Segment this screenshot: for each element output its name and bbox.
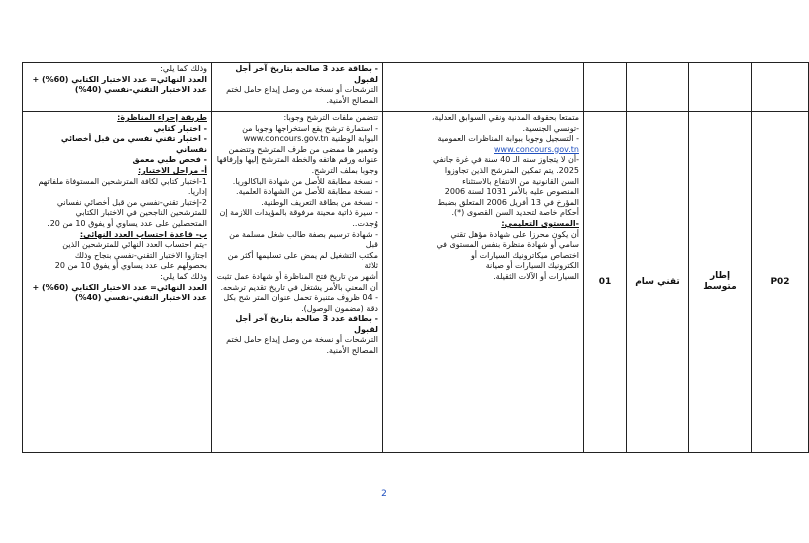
table-row xyxy=(23,112,809,453)
cell-procedure xyxy=(23,112,212,453)
cell-count xyxy=(584,63,627,112)
cond-line: المنصوص عليه بالأمر 1031 لسنة 2006 xyxy=(444,187,579,197)
doc-line: أشهر من تاريخ فتح المناظرة أو شهادة عمل تثبت xyxy=(216,271,378,281)
cond-line: متمتعا بحقوقه المدنية ونقي السوابق العدلية، xyxy=(431,113,579,122)
cond-line: 2025. يتم تمكين المترشح الذين تجاوزوا xyxy=(444,165,579,175)
proc-heading: أ- مراحل الاختبار: xyxy=(137,165,207,175)
doc-line: - استمارة ترشح يقع استخراجها وجوبا من xyxy=(242,123,378,133)
proc-line: إداريا. xyxy=(187,187,207,197)
cell-code: P02 xyxy=(752,112,809,453)
doc-line: - بطاقة عدد 3 صالحة بتاريخ آخر أجل لقبول xyxy=(235,314,378,334)
doc-line: الترشحات أو نسخة من وصل إيداع حامل لختم xyxy=(226,85,378,95)
doc-line: المصالح الأمنية. xyxy=(326,95,378,105)
doc-line: - نسخة مطابقة للأصل من شهادة الباكالوريا. xyxy=(232,176,378,186)
cell-rank xyxy=(627,63,689,112)
doc-line: المصالح الأمنية. xyxy=(326,346,378,356)
cond-line: - التسجيل وجوبا ببوابة المناظرات العمومية xyxy=(437,134,579,144)
proc-line: اجتازوا الاختبار التقني-نفسي بنجاح وذلك xyxy=(74,250,207,260)
cell-procedure xyxy=(23,63,212,112)
cell-category: إطار متوسط xyxy=(689,112,752,453)
doc-line: دقة (مضمون الوصول). xyxy=(301,303,378,313)
proc-line: - فحص طبي معمق xyxy=(132,155,207,165)
cell-conditions xyxy=(383,63,584,112)
proc-line: عدد الاختبار التقني-نفسي (40%) xyxy=(74,293,207,303)
cell-conditions xyxy=(383,112,584,453)
proc-line: 2-إختبار تقني-نفسي من قبل أخصائي نفساني xyxy=(56,197,207,207)
proc-line: للمترشحين الناجحين في الاختبار الكتابي xyxy=(75,208,207,218)
doc-line: البوابة الوطنية www.concours.gov.tn xyxy=(243,134,378,144)
cell-category xyxy=(689,63,752,112)
proc-line: - اختبار تقني نفسي من قبل أخصائي xyxy=(60,134,207,144)
doc-line: - نسخة مطابقة للأصل من الشهادة العلمية. xyxy=(236,187,378,197)
proc-line: -يتم احتساب العدد النهائي للمترشحين الذين xyxy=(62,240,207,250)
cond-line: اختصاص ميكاترونيك السيارات أو xyxy=(470,250,579,260)
proc-line: 1-اختبار كتابي لكافة المترشحين المستوفاة ملفاتهم xyxy=(38,176,207,186)
proc-heading: ب- قاعدة احتساب العدد النهائي: xyxy=(79,229,207,239)
cond-line: أن يكون محرزا على شهادة مؤهل تقني xyxy=(450,229,579,239)
doc-line: وجوبا بملف الترشح. xyxy=(311,165,378,175)
doc-line: أن المعني بالأمر يشتغل في تاريخ تقديم ترشحه. xyxy=(220,282,378,292)
proc-line: - اختبار كتابي xyxy=(153,123,207,133)
proc-heading: طريقة إجراء المناظرة: xyxy=(117,113,207,122)
doc-line: مكتب التشغيل لم يمض على تسليمها أكثر من ثلاثة xyxy=(227,250,378,271)
proc-line: العدد النهائي= عدد الاختبار الكتابي (60%) + xyxy=(32,74,207,84)
cond-line: الكترونيك السيارات أو صيانة xyxy=(485,261,579,271)
doc-line: - بطاقة عدد 3 صالحة بتاريخ آخر أجل لقبول xyxy=(235,64,378,84)
proc-line: المتحصلين على عدد يساوي أو يفوق 10 من 20. xyxy=(47,218,207,228)
cell-count: 01 xyxy=(584,112,627,453)
cond-line: السن القانونية من الانتفاع بالاستثناء xyxy=(462,176,579,186)
cond-line: أحكام خاصة لتحديد السن القصوى (*). xyxy=(451,208,579,218)
cell-documents xyxy=(212,63,383,112)
proc-line: عدد الاختبار التقني-نفسي (40%) xyxy=(74,85,207,95)
table-row xyxy=(23,63,809,112)
doc-line: - 04 ظروف متنبرة تحمل عنوان المتر شح بكل xyxy=(223,293,378,303)
doc-line: - شهادة ترسيم بصفة طالب شغل مسلمة من قبل xyxy=(229,229,378,250)
proc-line: نفساني xyxy=(175,144,207,154)
doc-line: - سيرة ذاتية محينة مرفوقة بالمؤيدات اللازمة إن xyxy=(219,208,378,218)
page-number: 2 xyxy=(381,489,387,499)
cond-line: -أن لا يتجاوز سنه الـ 40 سنة في غرة جانفي xyxy=(432,155,579,165)
doc-line: - نسخة من بطاقة التعريف الوطنية. xyxy=(261,197,378,207)
proc-line: وذلك كما يلي: xyxy=(160,271,207,281)
proc-line: بحصولهم على عدد يساوي أو يفوق 10 من 20 xyxy=(54,261,207,271)
cond-line: السيارات أو الآلات الثقيلة. xyxy=(493,271,579,281)
proc-line: العدد النهائي= عدد الاختبار الكتابي (60%) + xyxy=(32,282,207,292)
cond-line: سامي أو شهادة منظرة بنفس المستوى في xyxy=(436,240,579,250)
proc-line: وذلك كما يلي: xyxy=(160,64,207,73)
cond-heading: -المستوى التعليمي: xyxy=(501,218,579,228)
cell-code xyxy=(752,63,809,112)
recruitment-table xyxy=(22,62,809,453)
cond-line: -تونسي الجنسية. xyxy=(522,123,579,133)
doc-line: عنوانه ورقم هاتفه والخطة المترشح إليها وإرفاقها xyxy=(216,155,378,165)
doc-line: وتعمير ها ممضى من طرف المترشح وتتضمن xyxy=(228,144,378,154)
cond-line: المؤرخ في 13 أفريل 2006 المتعلق بضبط xyxy=(437,197,579,207)
cell-documents xyxy=(212,112,383,453)
doc-line: الترشحات أو نسخة من وصل إيداع حامل لختم xyxy=(226,335,378,345)
doc-line: تتضمن ملفات الترشح وجوبا: xyxy=(283,113,378,122)
cell-rank: تقني سام xyxy=(627,112,689,453)
concours-link[interactable]: www.concours.gov.tn xyxy=(494,144,579,154)
doc-line: وُجدت.. xyxy=(352,218,378,228)
